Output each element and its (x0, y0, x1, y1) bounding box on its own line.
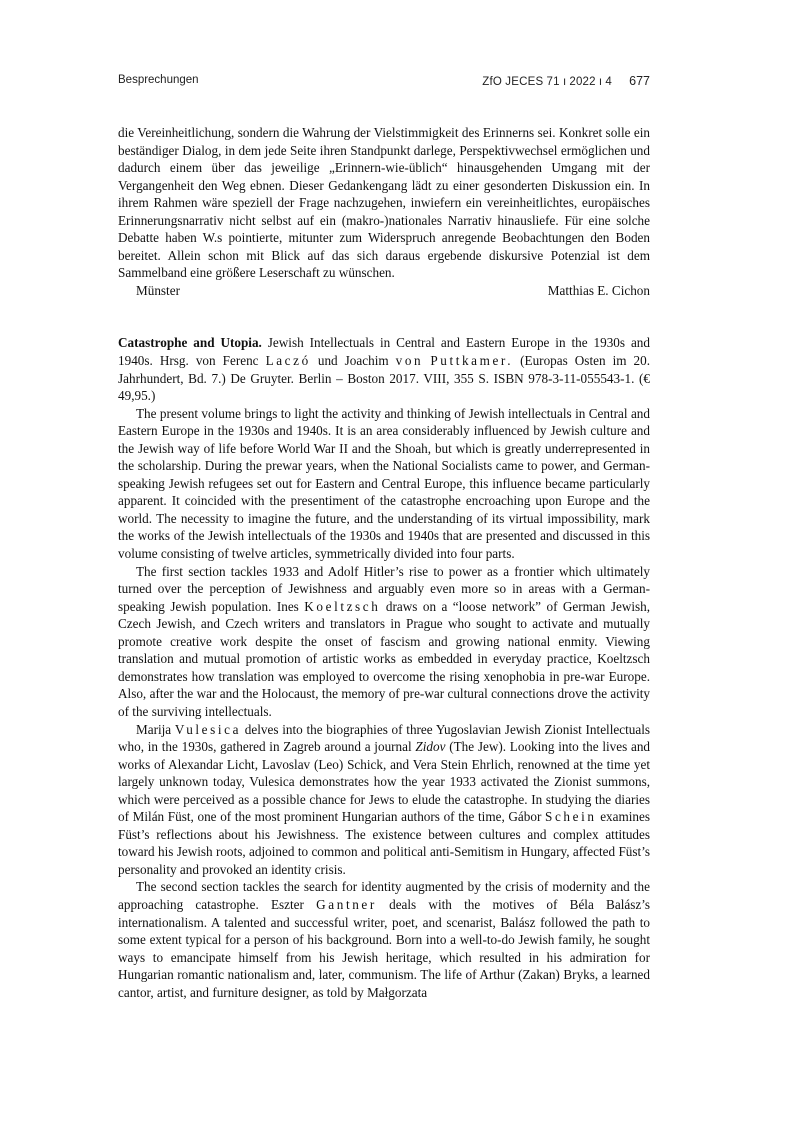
year: 2022 (569, 76, 596, 88)
review1-paragraph: die Vereinheitlichung, sondern die Wahrung der Vielstimmigkeit des Erinnerns sei. Konkret solle ein beständiger Dialog, in dem jede Seite ihren Standpunkt darlege, Perspektivwechsel ermöglichen und dadurch einem über das jeweilige „Erinnern-wie-üblich“ hinausgehenden Umgang mit der Vergangenheit den Weg ebnen. Dieser Gedankengang lädt zu einer gesonderten Diskussion ein. In ihrem Rahmen wäre speziell der Frage nachzugehen, inwiefern ein vereinheitlichtes, europäisches Erinnerungsnarrativ nicht selbst auf ein (makro-)nationales Narrativ hinausliefe. Für eine solche Debatte haben W.s pointierte, mitunter zum Widerspruch anregende Beobachtungen den Boden bereitet. Allein schon mit Blick auf das sich daraus ergebende diskursive Potenzial ist dem Sammelband eine größere Leserschaft zu wünschen. (118, 125, 650, 281)
text-run: (The Jew). Looking into the lives and works of Alexandar Licht, Lavoslav (Leo) Schick, and Vera Stein Ehrlich, renowned at the time yet largely unknown today, Vulesica demonstrates how the year 1933 activated the Zionist summons, which were perceived as a possible chance for Jews to elude the catastrophe. In studying the diaries of Milán Füst, one of the most prominent Hungarian authors of the time, Gábor (118, 739, 651, 825)
review2-paragraph-2 (118, 563, 650, 721)
review2-subtitle: Jewish Intellectuals in Central and Eastern Europe in the 1930s and 1940s. Hrsg. von Ferenc (118, 335, 650, 369)
running-header (118, 74, 650, 92)
author-koeltzsch: Koeltzsch (304, 598, 381, 614)
journal-info (482, 74, 650, 88)
text-run: examines Füst’s reflections about his Jewishness. The existence between cultures and complex attitudes toward his Jewish roots, adjoined to common and political anti-Semitism in Hungary, affected Füst’s personality and provoked an identity crisis. (118, 809, 651, 877)
review2-title: Catastrophe and Utopia. (118, 335, 262, 351)
separator: ı (595, 76, 606, 88)
review1-city: Münster (136, 282, 180, 298)
author-schein: Schein (545, 809, 597, 825)
text-run: The second section tackles the search for identity augmented by the crisis of modernity and the approaching catastrophe. Eszter (118, 879, 650, 912)
editor-von: von (395, 353, 424, 369)
editor-connector: und Joachim (317, 353, 389, 369)
review2-bibliography (118, 334, 650, 404)
review1-reviewer: Matthias E. Cichon (547, 282, 650, 298)
page-number: 677 (629, 74, 650, 88)
review1-signoff (118, 282, 650, 300)
journal-abbrev: ZfO (482, 76, 503, 88)
editor-puttkamer: Puttkamer. (430, 353, 514, 369)
review2-paragraph-3 (118, 721, 650, 879)
author-gantner: Gantner (316, 896, 377, 912)
review-separator (118, 299, 650, 334)
text-run: Marija (136, 721, 172, 737)
review2-paragraph-1: The present volume brings to light the activity and thinking of Jewish intellectuals in Central and Eastern Europe in the 1930s and 1940s. It is an area considerably influenced by Jewish culture and the Jewish way of life before World War II and the Shoah, but which is greatly underrepresented in the scholarship. During the prewar years, when the National Socialists came to power, and German-speaking Jewish refugees set out for Eastern and Central Europe, this influence became particularly apparent. It coincided with the presentiment of the catastrophe encroaching upon Europe and the world. The necessity to imagine the future, and the understanding of its virtual impossibility, mark the works of the Jewish intellectuals of the 1930s and 1940s that are presented and discussed in this volume consisting of twelve articles, symmetrically divided into four parts. (118, 405, 650, 562)
author-vulesica: Vulesica (174, 721, 242, 737)
separator: ı (559, 76, 570, 88)
editor-laczo: Laczó (265, 353, 311, 369)
text-run: deals with the motives of Béla Balász’s internationalism. A talented and successful writer, poet, and scenarist, Balász followed the path to some extent typical for a person of his background. Born into a well-to-do Jewish family, he sought ways to emancipate himself from his Jewish heritage, which resulted in his admiration for Hungarian romantic nationalism and, later, communism. The life of Arthur (Zakan) Bryks, a learned cantor, artist, and furniture designer, as told by Małgorzata (118, 896, 650, 1000)
section-title: Besprechungen (118, 74, 199, 86)
review2-paragraph-4 (118, 878, 650, 1001)
text-run: delves into the biographies of three Yugoslavian Jewish Zionist Intellectuals who, in the 1930s, gathered in Zagreb around a journal (118, 721, 650, 755)
text-run: The first section tackles 1933 and Adolf Hitler’s rise to power as a frontier which ultimately turned over the perception of Jewishness and arguably even more so in areas with a German-speaking Jewish population. Ines (118, 563, 650, 614)
volume-number: 71 (546, 76, 560, 88)
issue-number: 4 (605, 76, 612, 88)
journal-sub: JECES (505, 76, 544, 88)
page-body (118, 124, 650, 1001)
text-run: draws on a “loose network” of German Jewish, Czech Jewish, and Czech writers and translators in Prague who sought to activate and mutually promote creative work despite the onset of fascism and growing national enmity. Viewing translation and mutual promotion of artistic works as embedded in everyday practice, Koeltzsch demonstrates how translation was employed to overcome the rising xenophobia in pre-war Europe. Also, after the war and the Holocaust, the memory of pre-war cultural connections drove the activity of the surviving intellectuals. (118, 598, 651, 719)
review2-bib-details: (Europas Osten im 20. Jahrhundert, Bd. 7.) De Gruyter. Berlin – Boston 2017. VIII, 355 S. ISBN 978-3-11-055543-1. (€ 49,95.) (118, 353, 651, 404)
journal-zidov: Zidov (415, 739, 446, 755)
